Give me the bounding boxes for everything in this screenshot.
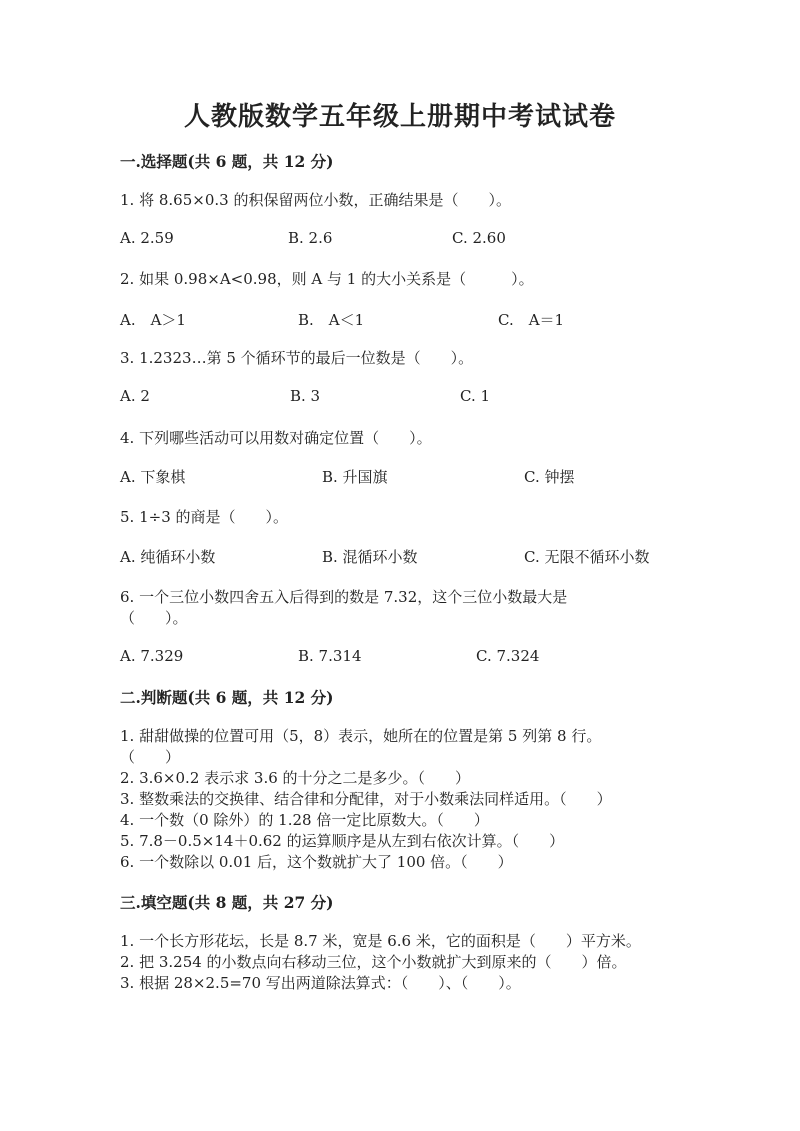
section-heading-judge: 二.判断题(共 6 题，共 12 分): [120, 688, 334, 707]
choice-question-6: 6. 一个三位小数四舍五入后得到的数是 7.32，这个三位小数最大是: [120, 588, 568, 606]
section-heading-choice: 一.选择题(共 6 题，共 12 分): [120, 152, 334, 171]
choice-q3-option-a: A. 2: [120, 387, 150, 405]
judge-question-2: 2. 3.6×0.2 表示求 3.6 的十分之二是多少。（ ）: [120, 769, 471, 787]
choice-q6-option-a: A. 7.329: [120, 647, 184, 665]
choice-q3-option-b: B. 3: [290, 387, 321, 405]
choice-q5-option-b: B. 混循环小数: [322, 548, 418, 566]
judge-question-1: 1. 甜甜做操的位置可用（5，8）表示，她所在的位置是第 5 列第 8 行。: [120, 727, 602, 745]
choice-q4-option-a: A. 下象棋: [120, 468, 186, 486]
choice-q2-option-c: C. A＝1: [498, 311, 565, 329]
section-heading-fill: 三.填空题(共 8 题，共 27 分): [120, 893, 334, 912]
choice-q4-option-c: C. 钟摆: [524, 468, 575, 486]
judge-question-6: 6. 一个数除以 0.01 后，这个数就扩大了 100 倍。（ ）: [120, 853, 513, 871]
fill-question-1: 1. 一个长方形花坛，长是 8.7 米，宽是 6.6 米，它的面积是（ ）平方米。: [120, 932, 641, 950]
choice-question-4: 4. 下列哪些活动可以用数对确定位置（ ）。: [120, 429, 432, 447]
fill-question-3: 3. 根据 28×2.5=70 写出两道除法算式：（ ）、（ ）。: [120, 974, 521, 992]
choice-q5-option-a: A. 纯循环小数: [120, 548, 216, 566]
judge-question-4: 4. 一个数（0 除外）的 1.28 倍一定比原数大。（ ）: [120, 811, 489, 829]
page-title: 人教版数学五年级上册期中考试试卷: [183, 102, 616, 132]
choice-q3-option-c: C. 1: [460, 387, 491, 405]
choice-question-6-cont: （ ）。: [120, 609, 188, 627]
choice-question-5: 5. 1÷3 的商是（ ）。: [120, 508, 289, 526]
choice-question-2: 2. 如果 0.98×A<0.98，则 A 与 1 的大小关系是（ ）。: [120, 270, 534, 288]
judge-question-1-cont: （ ）: [120, 748, 181, 766]
choice-q6-option-c: C. 7.324: [476, 647, 540, 665]
judge-question-5: 5. 7.8－0.5×14＋0.62 的运算顺序是从左到右依次计算。（ ）: [120, 832, 565, 850]
choice-q5-option-c: C. 无限不循环小数: [524, 548, 650, 566]
choice-question-1: 1. 将 8.65×0.3 的积保留两位小数，正确结果是（ ）。: [120, 191, 511, 209]
choice-q1-option-c: C. 2.60: [452, 229, 506, 247]
choice-q2-option-a: A. A＞1: [120, 311, 186, 329]
choice-q4-option-b: B. 升国旗: [322, 468, 388, 486]
choice-q1-option-a: A. 2.59: [120, 229, 174, 247]
choice-q1-option-b: B. 2.6: [288, 229, 333, 247]
choice-question-3: 3. 1.2323…第 5 个循环节的最后一位数是（ ）。: [120, 349, 474, 367]
choice-q6-option-b: B. 7.314: [298, 647, 362, 665]
choice-q2-option-b: B. A＜1: [298, 311, 365, 329]
judge-question-3: 3. 整数乘法的交换律、结合律和分配律，对于小数乘法同样适用。（ ）: [120, 790, 612, 808]
fill-question-2: 2. 把 3.254 的小数点向右移动三位，这个小数就扩大到原来的（ ）倍。: [120, 953, 627, 971]
